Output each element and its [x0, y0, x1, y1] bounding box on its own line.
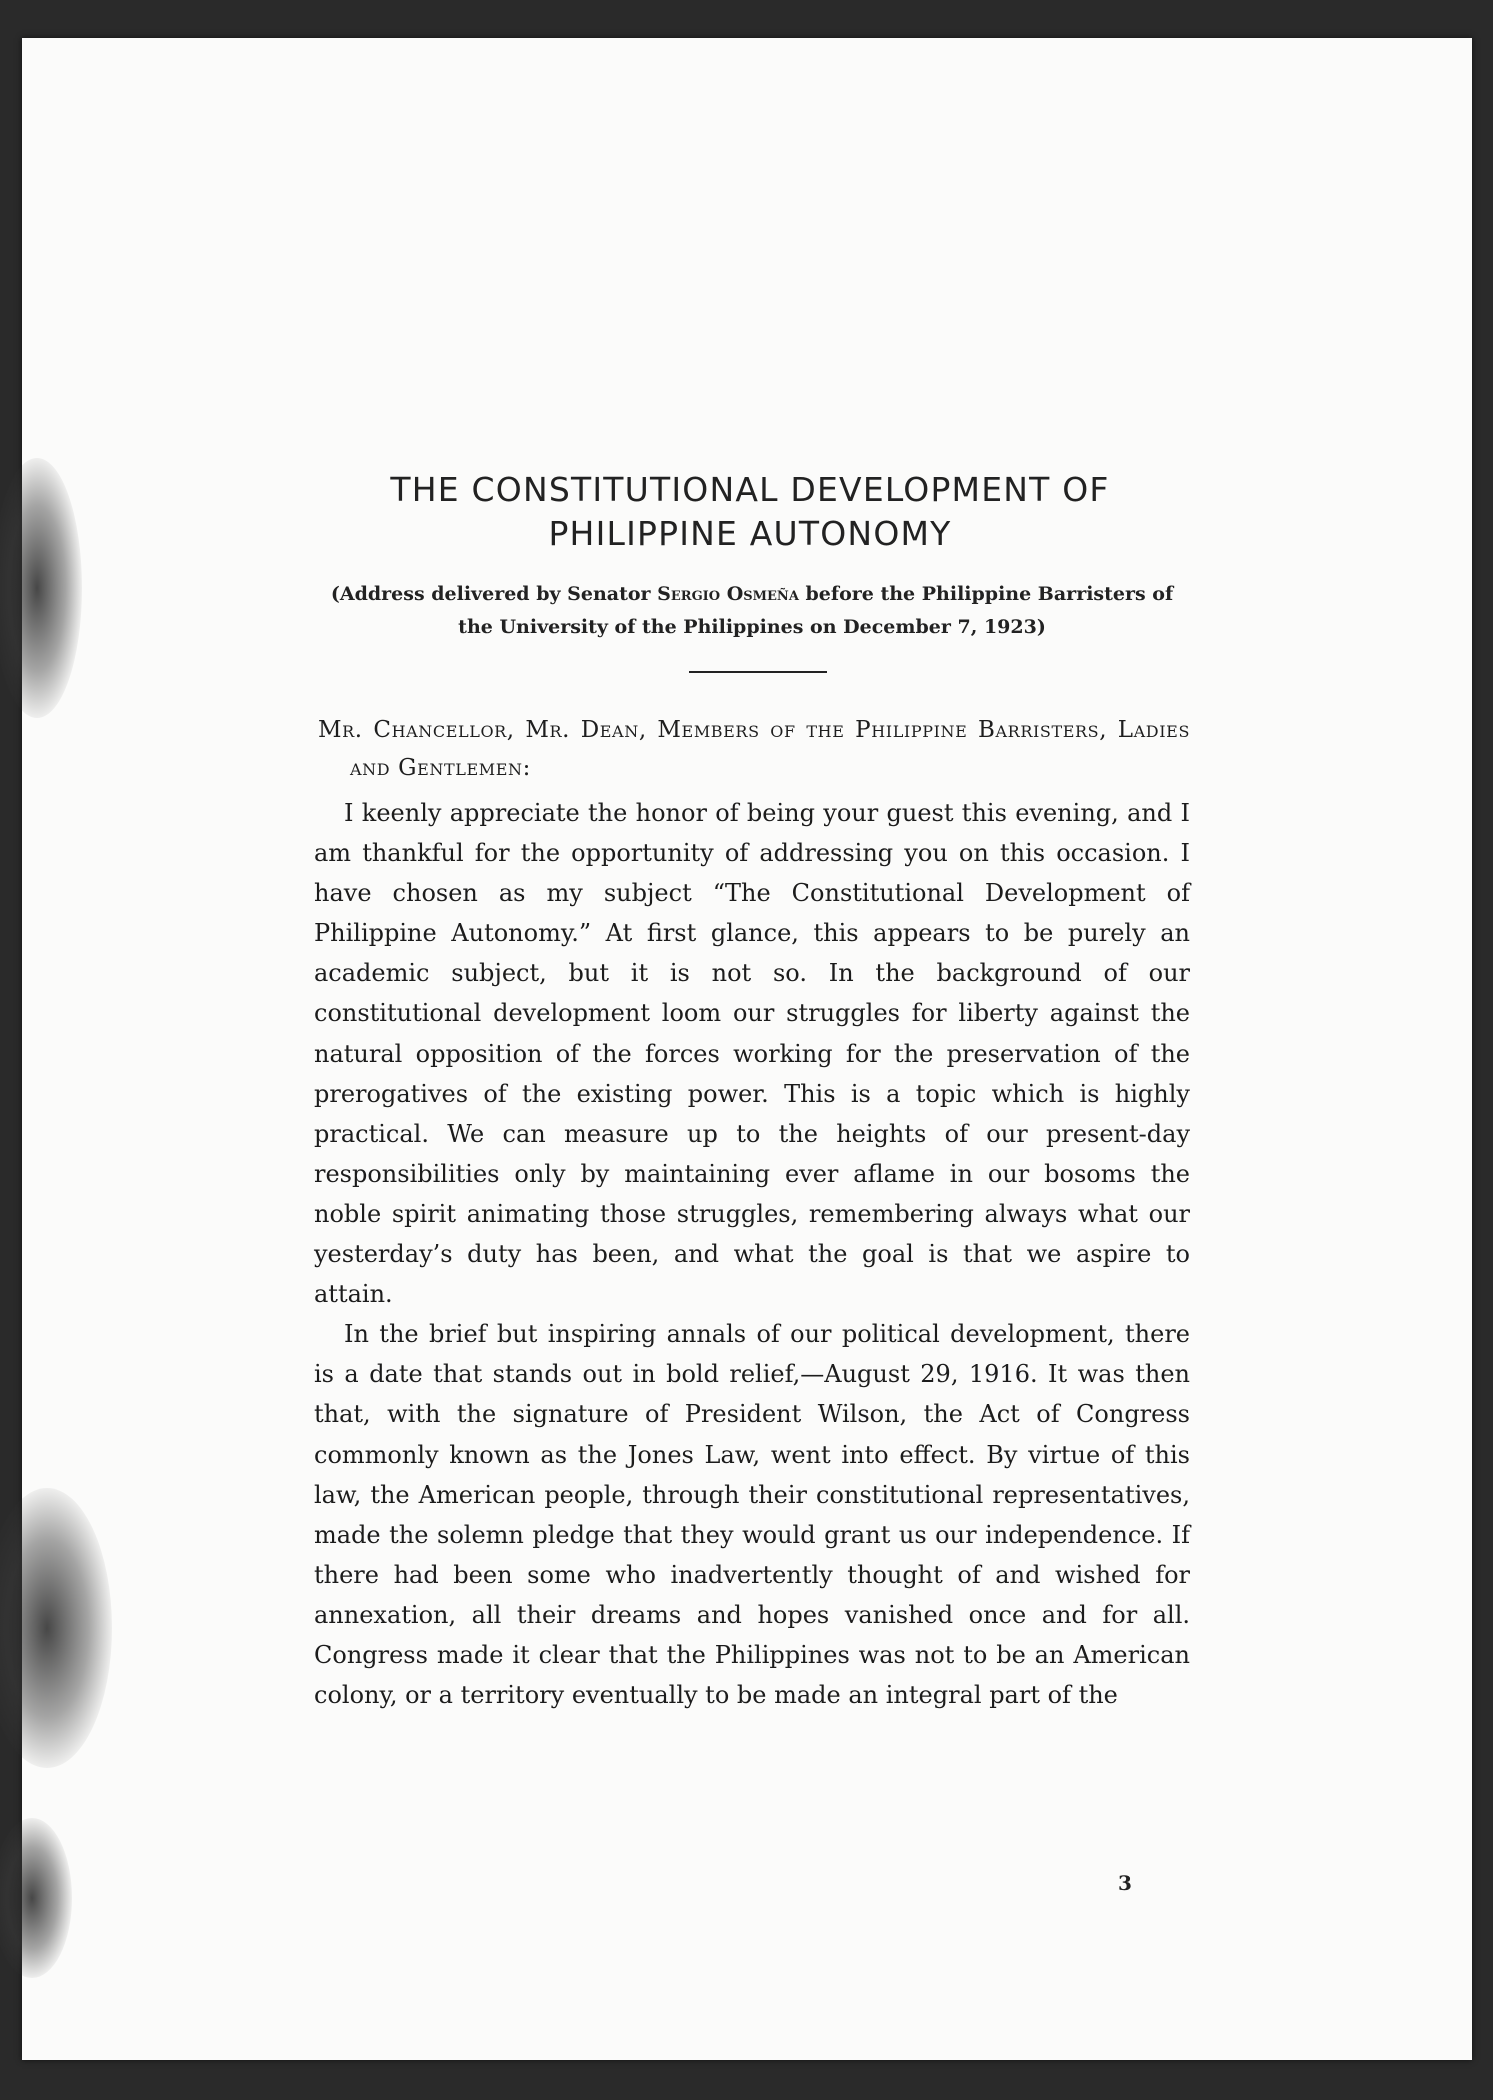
speaker-name: Sergio Osmeña	[657, 583, 799, 605]
title-divider	[689, 671, 827, 673]
salutation: Mr. Chancellor, Mr. Dean, Members of the Philippine Barristers, Ladies and Gentlemen:	[318, 717, 1190, 781]
page-number: 3	[1118, 1871, 1132, 1895]
address-subtitle	[314, 578, 1190, 644]
document-title	[310, 468, 1190, 556]
scan-smudge-upper	[0, 458, 82, 718]
document-body	[290, 468, 1190, 1715]
title-line-2: PHILIPPINE AUTONOMY	[548, 514, 952, 553]
subtitle-prefix: (Address delivered by Senator	[330, 583, 658, 605]
scan-smudge-bottom	[0, 1818, 72, 1978]
paragraph-1: I keenly appreciate the honor of being your guest this evening, and I am thankful for the opportunity of addressing you on this occasion. I have chosen as my subject “The Constitutional Development of Philippine Autonomy.” At first glance, this appears to be purely an academic subject, but it is not so. In the background of our constitutional development loom our struggles for liberty against the natural opposition of the forces working for the preservation of the prerogatives of the existing power. This is a topic which is highly practical. We can measure up to the heights of our present-day responsibilities only by maintaining ever aflame in our bosoms the noble spirit animating those struggles, remembering always what our yesterday’s duty has been, and what the goal is that we aspire to attain.	[314, 799, 1190, 1309]
subtitle-suffix: before the Philippine Barristers of the University of the Philippines on December 7, 1923)	[458, 583, 1174, 638]
title-line-1: THE CONSTITUTIONAL DEVELOPMENT OF	[390, 470, 1110, 509]
scan-smudge-lower	[0, 1488, 112, 1768]
document-page	[22, 38, 1472, 2060]
paragraph-2: In the brief but inspiring annals of our political development, there is a date that stands out in bold relief,—August 29, 1916. It was then that, with the signature of President Wilson, the Act of Congress commonly known as the Jones Law, went into effect. By virtue of this law, the American people, through their constitutional representatives, made the solemn pledge that they would grant us our independence. If there had been some who inadvertently thought of and wished for annexation, all their dreams and hopes vanished once and for all. Congress made it clear that the Philippines was not to be an American colony, or a territory eventually to be made an integral part of the	[314, 1320, 1190, 1710]
